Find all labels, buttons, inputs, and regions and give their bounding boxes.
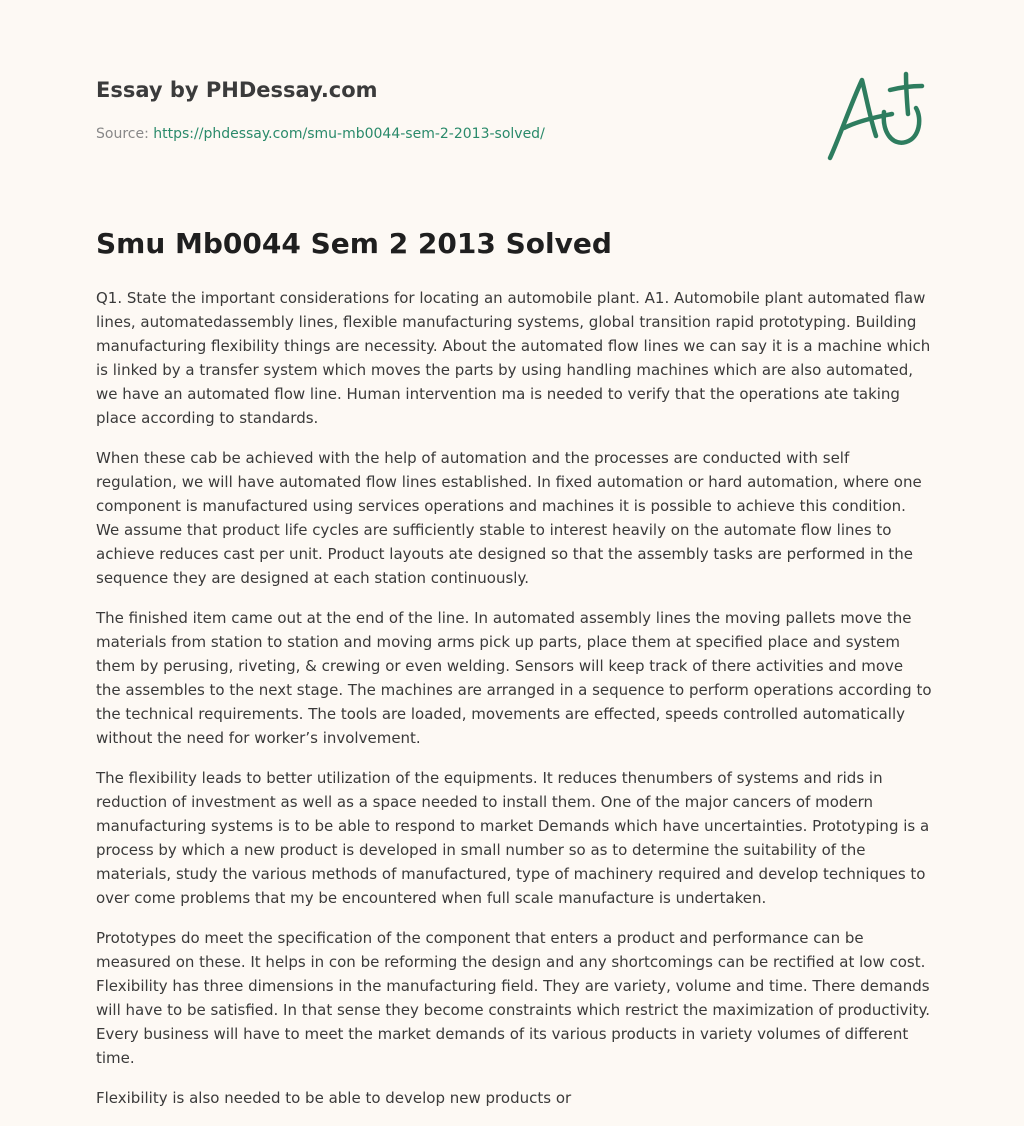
paragraph: Q1. State the important considerations for locating an automobile plant. A1. Automobile plant automated flaw lines, automatedassembly lines, flexible manufacturing systems, global transition rapid prototyping. Building manufacturing flexibility things are necessity. About the automated flow lines we can say it is a machine which is linked by a transfer system which moves the parts by using handling machines which are also automated, we have an automated flow line. Human intervention ma is needed to verify that the operations ate taking place according to standards. (96, 289, 931, 427)
a-plus-logo-icon (822, 66, 930, 166)
brand-name: Essay by PHDessay.com (96, 78, 378, 102)
paragraph: The finished item came out at the end of the line. In automated assembly lines the moving pallets move the materials from station to station and moving arms pick up parts, place them at specified place and system them by perusing, riveting, & crewing or even welding. Sensors will keep track of there activities and move the assembles to the next stage. The machines are arranged in a sequence to perform operations according to the technical requirements. The tools are loaded, movements are effected, speeds controlled automatically without the need for worker’s involvement. (96, 609, 932, 747)
source-line (96, 126, 545, 142)
essay-body (96, 286, 932, 1126)
page-header (96, 76, 796, 142)
source-link[interactable]: https://phdessay.com/smu-mb0044-sem-2-2013-solved/ (153, 126, 545, 142)
page-title: Smu Mb0044 Sem 2 2013 Solved (96, 227, 612, 260)
paragraph: When these cab be achieved with the help of automation and the processes are conducted with self regulation, we will have automated flow lines established. In fixed automation or hard automation, where one component is manufactured using services operations and machines it is possible to achieve this condition. We assume that product life cycles are sufficiently stable to interest heavily on the automate flow lines to achieve reduces cast per unit. Product layouts ate designed so that the assembly tasks are performed in the sequence they are designed at each station continuously. (96, 449, 922, 587)
source-label: Source: (96, 126, 149, 142)
paragraph: The flexibility leads to better utilization of the equipments. It reduces thenumbers of systems and rids in reduction of investment as well as a space needed to install them. One of the major cancers of modern manufacturing systems is to be able to respond to market Demands which have uncertainties. Prototyping is a process by which a new product is developed in small number so as to determine the suitability of the materials, study the various methods of manufactured, type of machinery required and develop techniques to over come problems that my be encountered when full scale manufacture is undertaken. (96, 769, 930, 907)
paragraph: Flexibility is also needed to be able to develop new products or (96, 1089, 572, 1107)
paragraph: Prototypes do meet the specification of the component that enters a product and performance can be measured on these. It helps in con be reforming the design and any shortcomings can be rectified at low cost. Flexibility has three dimensions in the manufacturing field. They are variety, volume and time. There demands will have to be satisfied. In that sense they become constraints which restrict the maximization of productivity. Every business will have to meet the market demands of its various products in variety volumes of different time. (96, 929, 931, 1067)
